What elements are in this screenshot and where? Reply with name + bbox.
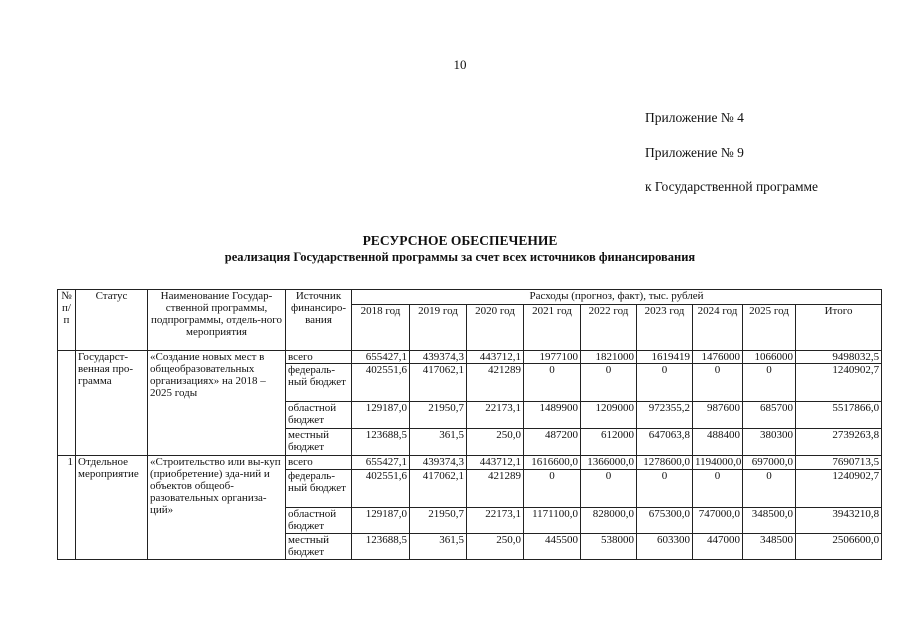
cell-value: 380300 bbox=[743, 429, 796, 456]
cell-total: 7690713,5 bbox=[796, 456, 882, 470]
cell-value: 421289 bbox=[467, 470, 524, 508]
row-source: местный бюджет bbox=[286, 429, 352, 456]
cell-value: 402551,6 bbox=[352, 470, 410, 508]
cell-value: 417062,1 bbox=[410, 364, 467, 402]
cell-value: 443712,1 bbox=[467, 351, 524, 364]
cell-value: 1209000 bbox=[581, 402, 637, 429]
cell-value: 1194000,0 bbox=[693, 456, 743, 470]
cell-value: 828000,0 bbox=[581, 508, 637, 534]
cell-value: 647063,8 bbox=[637, 429, 693, 456]
cell-value: 612000 bbox=[581, 429, 637, 456]
row-source: всего bbox=[286, 456, 352, 470]
cell-total: 2506600,0 bbox=[796, 534, 882, 560]
row-num bbox=[58, 351, 76, 456]
row-num: 1 bbox=[58, 456, 76, 560]
header-year: 2018 год bbox=[352, 305, 410, 351]
cell-value: 0 bbox=[743, 470, 796, 508]
cell-value: 129187,0 bbox=[352, 508, 410, 534]
header-source: Источник финансиро-вания bbox=[286, 290, 352, 351]
header-year: 2024 год bbox=[693, 305, 743, 351]
cell-value: 348500 bbox=[743, 534, 796, 560]
cell-total: 2739263,8 bbox=[796, 429, 882, 456]
resource-table bbox=[57, 289, 882, 560]
cell-value: 22173,1 bbox=[467, 508, 524, 534]
row-status: Отдельное мероприятие bbox=[76, 456, 148, 560]
cell-value: 1066000 bbox=[743, 351, 796, 364]
row-source: областной бюджет bbox=[286, 508, 352, 534]
header-year: 2019 год bbox=[410, 305, 467, 351]
cell-value: 1171100,0 bbox=[524, 508, 581, 534]
cell-value: 21950,7 bbox=[410, 508, 467, 534]
cell-value: 421289 bbox=[467, 364, 524, 402]
cell-total: 1240902,7 bbox=[796, 364, 882, 402]
cell-value: 972355,2 bbox=[637, 402, 693, 429]
document-subtitle: реализация Государственной программы за счет всех источников финансирования bbox=[224, 250, 696, 264]
header-year: 2021 год bbox=[524, 305, 581, 351]
cell-value: 655427,1 bbox=[352, 351, 410, 364]
cell-value: 0 bbox=[581, 470, 637, 508]
cell-value: 447000 bbox=[693, 534, 743, 560]
cell-value: 0 bbox=[637, 470, 693, 508]
row-program-name: «Строительство или вы-куп (приобретение) зда-ний и объектов общеоб-разовательных организа-ций» bbox=[148, 456, 286, 560]
cell-value: 0 bbox=[581, 364, 637, 402]
header-year: 2022 год bbox=[581, 305, 637, 351]
row-source: федераль-ный бюджет bbox=[286, 364, 352, 402]
cell-value: 1977100 bbox=[524, 351, 581, 364]
cell-value: 439374,3 bbox=[410, 351, 467, 364]
header-total: Итого bbox=[796, 305, 882, 351]
document-title: РЕСУРСНОЕ ОБЕСПЕЧЕНИЕ bbox=[362, 233, 558, 248]
cell-value: 0 bbox=[637, 364, 693, 402]
cell-value: 439374,3 bbox=[410, 456, 467, 470]
cell-value: 1821000 bbox=[581, 351, 637, 364]
row-source: всего bbox=[286, 351, 352, 364]
header-year: 2023 год bbox=[637, 305, 693, 351]
cell-value: 443712,1 bbox=[467, 456, 524, 470]
header-year: 2020 год bbox=[467, 305, 524, 351]
cell-value: 987600 bbox=[693, 402, 743, 429]
table-row bbox=[58, 456, 882, 470]
cell-value: 417062,1 bbox=[410, 470, 467, 508]
header-expenses: Расходы (прогноз, факт), тыс. рублей bbox=[352, 290, 882, 305]
cell-value: 250,0 bbox=[467, 429, 524, 456]
cell-value: 538000 bbox=[581, 534, 637, 560]
header-year: 2025 год bbox=[743, 305, 796, 351]
cell-value: 1616600,0 bbox=[524, 456, 581, 470]
cell-value: 0 bbox=[693, 470, 743, 508]
cell-value: 675300,0 bbox=[637, 508, 693, 534]
cell-total: 5517866,0 bbox=[796, 402, 882, 429]
cell-value: 0 bbox=[743, 364, 796, 402]
cell-value: 250,0 bbox=[467, 534, 524, 560]
cell-total: 1240902,7 bbox=[796, 470, 882, 508]
cell-value: 402551,6 bbox=[352, 364, 410, 402]
row-source: областной бюджет bbox=[286, 402, 352, 429]
cell-value: 488400 bbox=[693, 429, 743, 456]
appendix-line-3: к Государственной программе bbox=[645, 179, 819, 194]
cell-value: 697000,0 bbox=[743, 456, 796, 470]
cell-value: 1476000 bbox=[693, 351, 743, 364]
cell-value: 603300 bbox=[637, 534, 693, 560]
cell-value: 21950,7 bbox=[410, 402, 467, 429]
cell-value: 0 bbox=[693, 364, 743, 402]
cell-value: 348500,0 bbox=[743, 508, 796, 534]
cell-value: 129187,0 bbox=[352, 402, 410, 429]
row-source: местный бюджет bbox=[286, 534, 352, 560]
page-number: 10 bbox=[453, 57, 467, 72]
appendix-line-2: Приложение № 9 bbox=[645, 145, 744, 160]
header-row-1 bbox=[58, 290, 882, 305]
cell-value: 1489900 bbox=[524, 402, 581, 429]
row-source: федераль-ный бюджет bbox=[286, 470, 352, 508]
header-num: № п/п bbox=[58, 290, 76, 351]
cell-value: 685700 bbox=[743, 402, 796, 429]
cell-value: 123688,5 bbox=[352, 429, 410, 456]
cell-value: 1619419 bbox=[637, 351, 693, 364]
appendix-line-1: Приложение № 4 bbox=[645, 110, 744, 125]
cell-value: 22173,1 bbox=[467, 402, 524, 429]
cell-value: 1366000,0 bbox=[581, 456, 637, 470]
cell-value: 1278600,0 bbox=[637, 456, 693, 470]
cell-total: 9498032,5 bbox=[796, 351, 882, 364]
cell-value: 361,5 bbox=[410, 429, 467, 456]
cell-total: 3943210,8 bbox=[796, 508, 882, 534]
cell-value: 445500 bbox=[524, 534, 581, 560]
row-status: Государст-венная про-грамма bbox=[76, 351, 148, 456]
cell-value: 655427,1 bbox=[352, 456, 410, 470]
cell-value: 123688,5 bbox=[352, 534, 410, 560]
header-name: Наименование Государ-ственной программы, подпрограммы, отдель-ного мероприятия bbox=[148, 290, 286, 351]
table-row bbox=[58, 351, 882, 364]
header-status: Статус bbox=[76, 290, 148, 351]
cell-value: 361,5 bbox=[410, 534, 467, 560]
row-program-name: «Создание новых мест в общеобразовательных организациях» на 2018 – 2025 годы bbox=[148, 351, 286, 456]
cell-value: 0 bbox=[524, 364, 581, 402]
cell-value: 0 bbox=[524, 470, 581, 508]
cell-value: 487200 bbox=[524, 429, 581, 456]
cell-value: 747000,0 bbox=[693, 508, 743, 534]
